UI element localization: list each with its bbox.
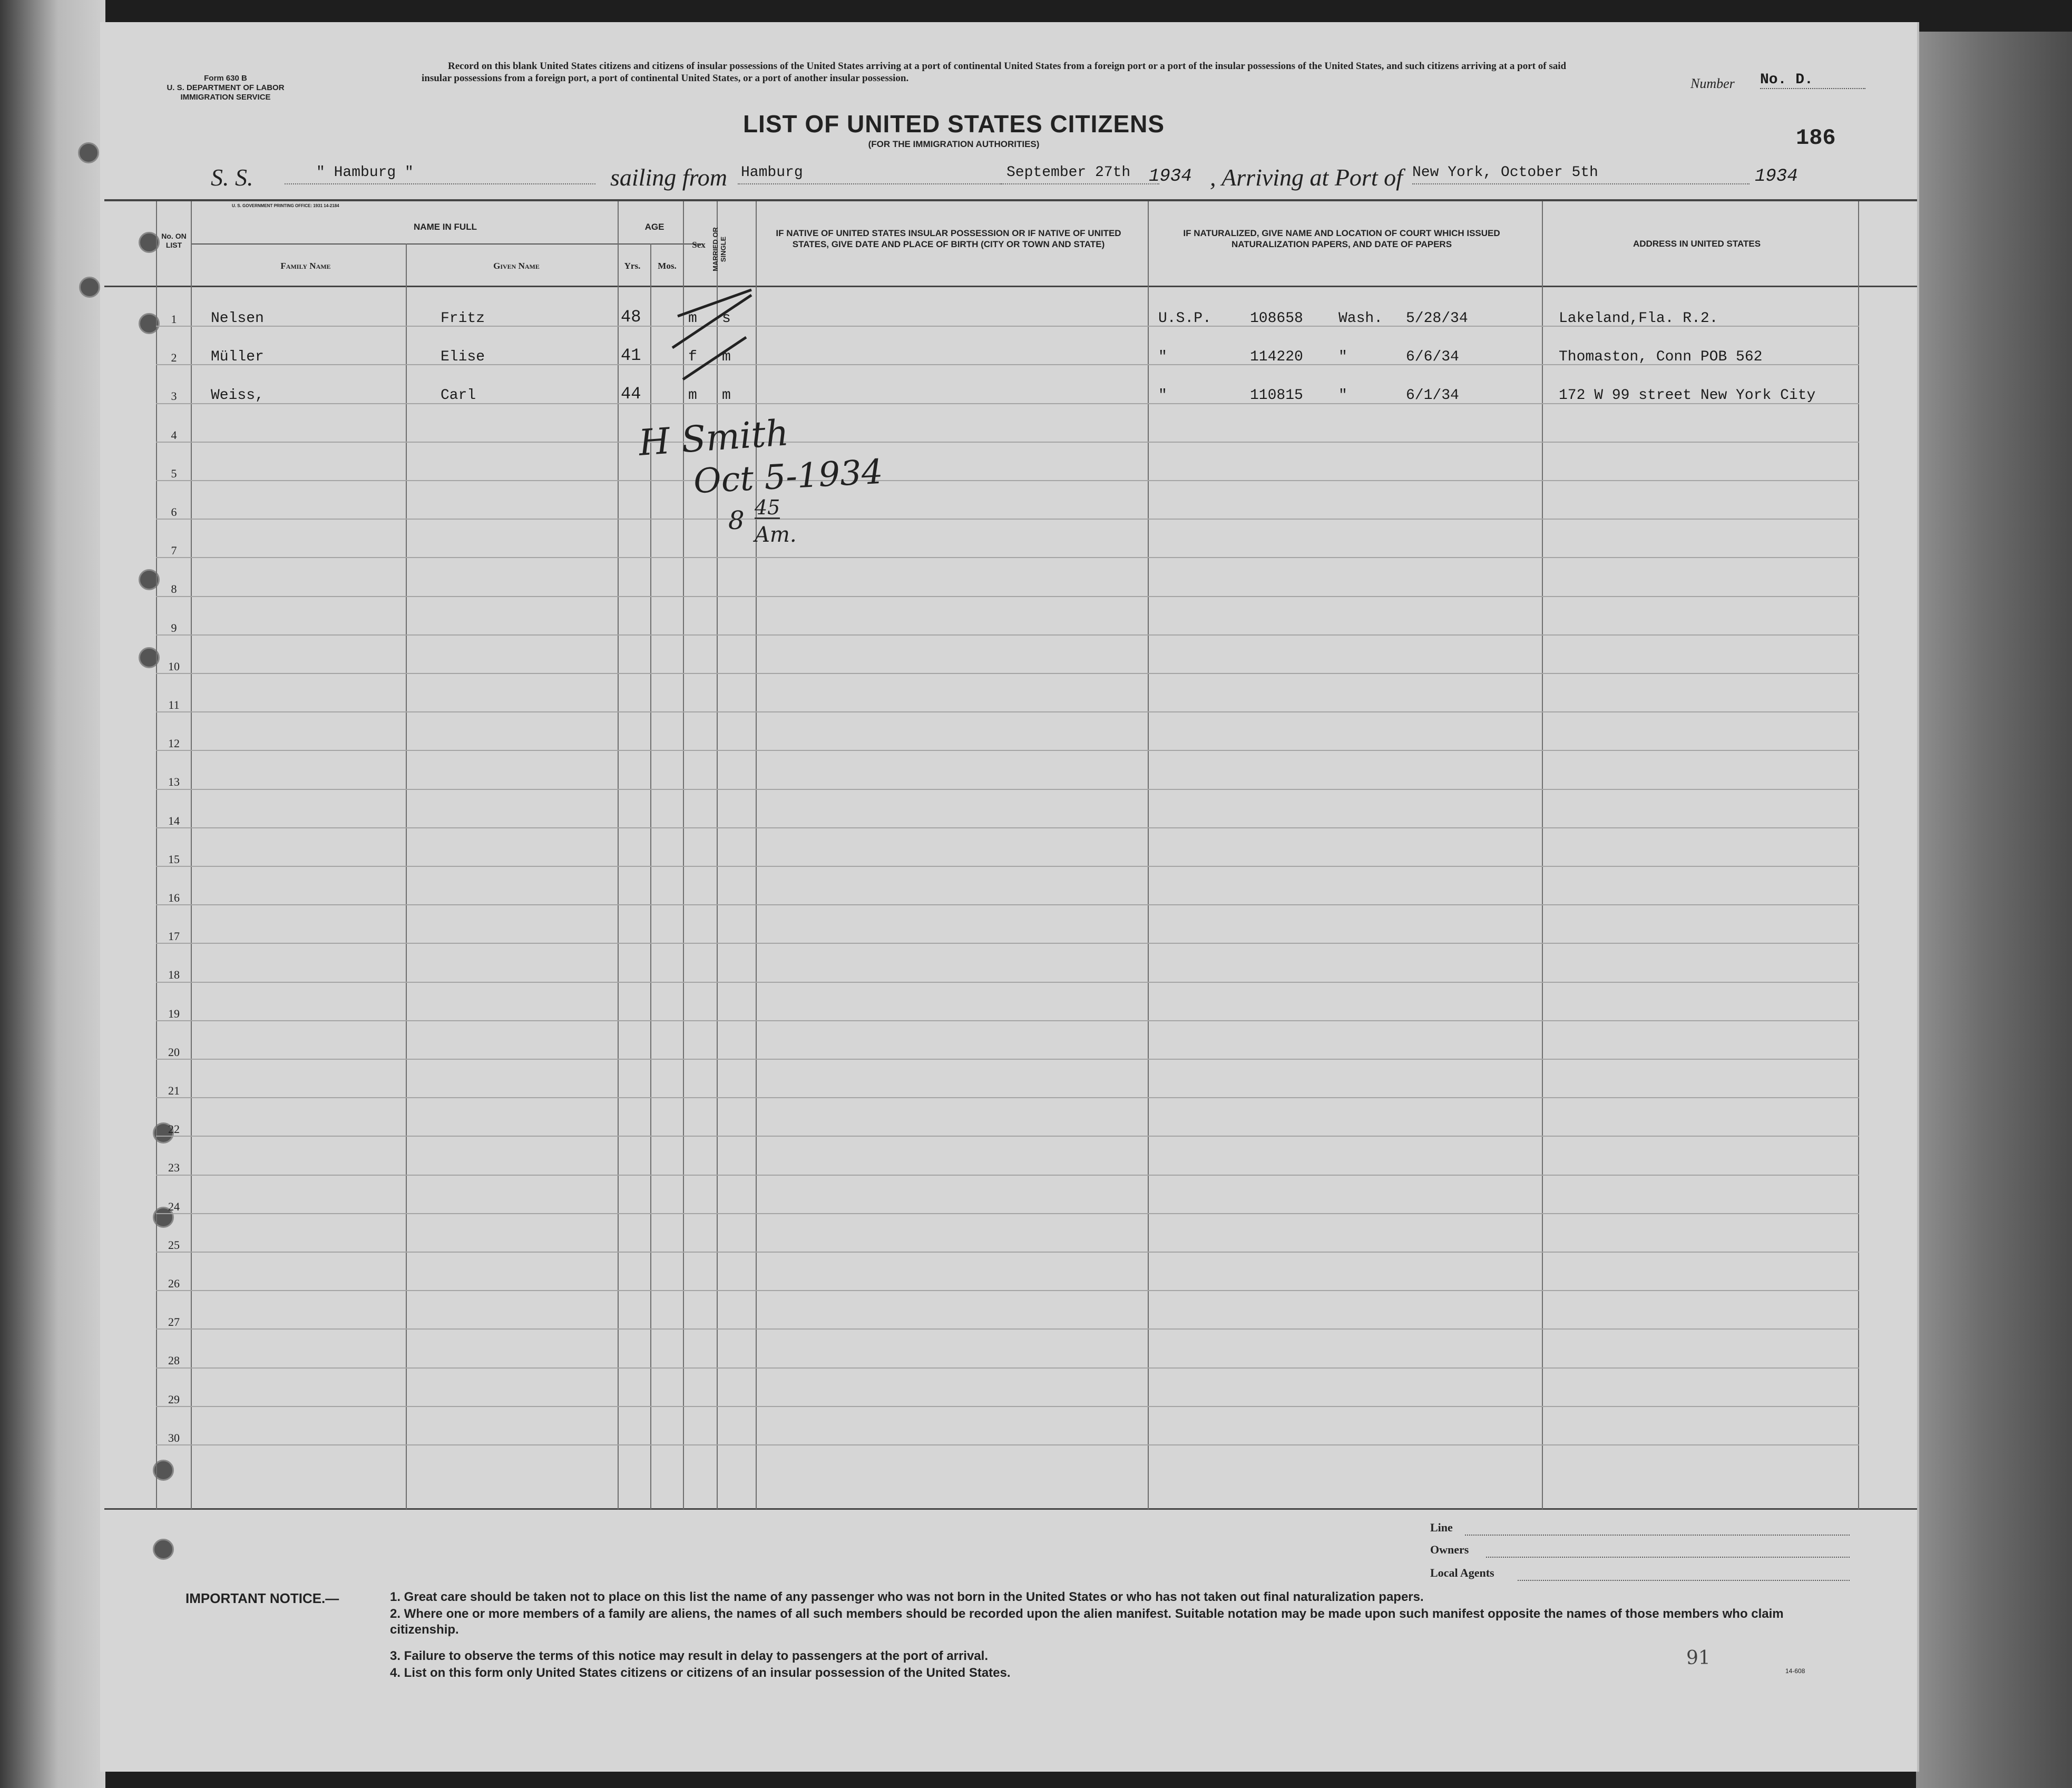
certificate-number: 110815 [1250,387,1303,404]
age-years: 44 [621,384,641,404]
local-agents-field [1518,1580,1850,1581]
page-number: 186 [1796,125,1836,151]
header-top-rule [104,199,1917,201]
row-line [156,634,1859,636]
row-number: 10 [168,660,180,673]
header-bottom-rule [104,286,1917,287]
marital-status: s [722,310,731,327]
arrival-field [1412,161,1750,184]
row-number: 26 [168,1277,180,1290]
col-naturalized: IF NATURALIZED, GIVE NAME AND LOCATION OF COURT WHICH ISSUED NATURALIZATION PAPERS, AND DATE OF PAPERS [1183,228,1500,249]
row-line [156,904,1859,905]
col-age: AGE [644,222,664,232]
number-label: Number [1690,76,1735,91]
row-number: 8 [171,582,177,595]
row-number: 17 [168,930,180,943]
row-number: 15 [168,853,180,866]
handwritten-time-ampm: Am. [755,523,797,547]
row-number: 7 [171,544,177,557]
notice-1: 1. Great care should be taken not to place on this list the name of any passenger who was not born in the United States or who has not taken out final naturalization papers. [390,1590,1424,1604]
owners-field [1486,1557,1850,1558]
row-number: 5 [171,467,177,480]
row-number: 14 [168,814,180,827]
departure-date-field [1001,161,1159,184]
column-line [191,201,192,1509]
line-label: Line [1430,1521,1453,1534]
naturalization-court: U.S.P. [1158,310,1211,327]
corner-code: 14-608 [1785,1667,1805,1675]
port-from-field [738,161,1001,184]
handwritten-signature: H Smith [637,412,790,464]
port-from: Hamburg [741,164,803,181]
service: IMMIGRATION SERVICE [180,93,271,102]
column-line [1542,201,1543,1509]
sailing-label: sailing from [610,164,727,191]
row-number: 2 [171,351,177,364]
row-line [156,1175,1859,1176]
family-name: Müller [211,349,264,365]
row-number: 29 [168,1393,180,1406]
row-number: 3 [171,389,177,403]
name-age-divider [191,243,702,245]
departure-date: September 27th [1006,164,1131,181]
page-right-edge [1916,32,2072,1788]
court-location: " [1338,349,1347,365]
row-number: 28 [168,1354,180,1367]
departure-year: 1934 [1149,167,1192,187]
row-line [156,1252,1859,1253]
given-name: Elise [441,349,485,365]
row-number: 20 [168,1046,180,1059]
row-number: 6 [171,505,177,519]
printing-office: U. S. GOVERNMENT PRINTING OFFICE: 1931 14-2184 [232,203,339,208]
row-number: 4 [171,428,177,442]
row-line [156,750,1859,751]
row-number: 22 [168,1122,180,1136]
us-address: 172 W 99 street New York City [1559,387,1816,404]
row-line [156,1097,1859,1098]
us-address: Thomaston, Conn POB 562 [1559,349,1763,365]
form-number: Form 630 B [204,74,247,83]
us-address: Lakeland,Fla. R.2. [1559,310,1718,327]
row-line [156,480,1859,481]
family-name: Weiss, [211,387,264,404]
line-field [1465,1535,1850,1536]
intro-text: Record on this blank United States citizens and citizens of insular possessions of the United States arriving at a port of continental United States from a foreign port or a port of the insular possessions of the United States, and such citizens arriving at a port of said insular possessions from a foreign port, a port of continental United States, or a port of another insular possession. [422,61,1567,84]
handwritten-time-hour: 8 [728,506,745,535]
row-line [156,1213,1859,1214]
papers-date: 6/6/34 [1406,349,1459,365]
handwritten-date: Oct 5-1934 [692,452,884,502]
row-line [156,1406,1859,1407]
age-years: 41 [621,346,641,365]
sex: m [688,387,697,404]
row-number: 18 [168,968,180,981]
row-number: 16 [168,891,180,904]
owners-label: Owners [1430,1543,1469,1556]
row-line [156,711,1859,712]
ship-field [285,161,595,184]
arrival-year: 1934 [1755,167,1798,187]
ship-name: " Hamburg " [316,164,414,181]
row-line [156,1367,1859,1369]
row-number: 23 [168,1161,180,1174]
marital-status: m [722,387,731,404]
col-given-name: Given Name [493,261,540,271]
row-number: 11 [168,698,180,711]
row-line [156,442,1859,443]
column-line [618,201,619,1509]
page-left-edge [0,0,105,1788]
handwritten-time-minutes: 45 [755,496,780,519]
row-number: 25 [168,1238,180,1252]
row-line [156,789,1859,790]
row-line [156,557,1859,558]
sex: m [688,310,697,327]
page-subtitle: (FOR THE IMMIGRATION AUTHORITIES) [868,139,1040,149]
row-number: 1 [171,312,177,326]
ss-label: S. S. [211,164,253,191]
row-line [156,673,1859,674]
row-line [156,827,1859,828]
binder-hole [153,1539,174,1560]
row-line [156,1020,1859,1021]
column-line [156,201,157,1509]
certificate-number: 114220 [1250,349,1303,365]
notice-3: 3. Failure to observe the terms of this notice may result in delay to passengers at the port of arrival. [390,1649,988,1663]
column-line [406,243,407,1509]
court-location: " [1338,387,1347,404]
row-line [156,1136,1859,1137]
col-family-name: Family Name [280,261,331,271]
binder-hole [79,277,100,298]
notice-4: 4. List on this form only United States citizens or citizens of an insular possession of the United States. [390,1666,1011,1680]
row-line [156,1328,1859,1330]
court-location: Wash. [1338,310,1383,327]
column-line [1148,201,1149,1509]
naturalization-court: " [1158,387,1167,404]
papers-date: 5/28/34 [1406,310,1468,327]
row-number: 21 [168,1084,180,1097]
arriving-label: , Arriving at Port of [1210,164,1403,191]
col-birth: IF NATIVE OF UNITED STATES INSULAR POSSESSION OR IF NATIVE OF UNITED STATES, GIVE DATE AND PLACE OF BIRTH (CITY OR TOWN AND STATE) [776,228,1121,249]
page-title: LIST OF UNITED STATES CITIZENS [742,110,1165,138]
row-line [156,1059,1859,1060]
table-bottom-rule [104,1508,1917,1510]
col-age-months: Mos. [658,261,677,271]
handwritten-check-marks [667,285,757,400]
row-line [156,519,1859,520]
col-sex: Sex [692,240,706,250]
col-married-single: MARRIED OR SINGLE [711,227,727,271]
row-line [156,596,1859,597]
row-line [156,866,1859,867]
row-number: 9 [171,621,177,634]
binder-hole [78,142,99,163]
naturalization-court: " [1158,349,1167,365]
stamp-number: 91 [1686,1647,1711,1669]
row-number: 24 [168,1200,180,1213]
arrival-port-date: New York, October 5th [1412,164,1598,181]
row-number: 13 [168,775,180,788]
row-number: 12 [168,737,180,750]
notice-2: 2. Where one or more members of a family are aliens, the names of all such members should be recorded upon the alien manifest. Suitable notation may be made upon such manifest opposite the names of those members who claim citizenship. [390,1607,1784,1637]
check-stroke [683,337,746,379]
number-value: No. D. [1760,72,1865,89]
col-name-in-full: NAME IN FULL [414,222,477,232]
age-years: 48 [621,307,641,327]
row-line [156,1290,1859,1291]
family-name: Nelsen [211,310,264,327]
row-line [156,943,1859,944]
form-identifier [146,74,305,102]
col-age-years: Yrs. [624,261,641,271]
certificate-number: 108658 [1250,310,1303,327]
papers-date: 6/1/34 [1406,387,1459,404]
row-number: 27 [168,1315,180,1328]
local-agents-label: Local Agents [1430,1566,1494,1579]
given-name: Carl [441,387,476,404]
row-number: 19 [168,1007,180,1020]
given-name: Fritz [441,310,485,327]
row-number: 30 [168,1431,180,1444]
col-address: ADDRESS IN UNITED STATES [1633,239,1761,249]
row-line [156,982,1859,983]
marital-status: m [722,349,731,365]
col-no-on-list: No. ON LIST [161,232,187,249]
row-line [156,1444,1859,1445]
column-line [1858,201,1859,1509]
department: U. S. DEPARTMENT OF LABOR [167,83,285,92]
notice-title: IMPORTANT NOTICE.— [185,1590,339,1606]
sex: f [688,349,697,365]
